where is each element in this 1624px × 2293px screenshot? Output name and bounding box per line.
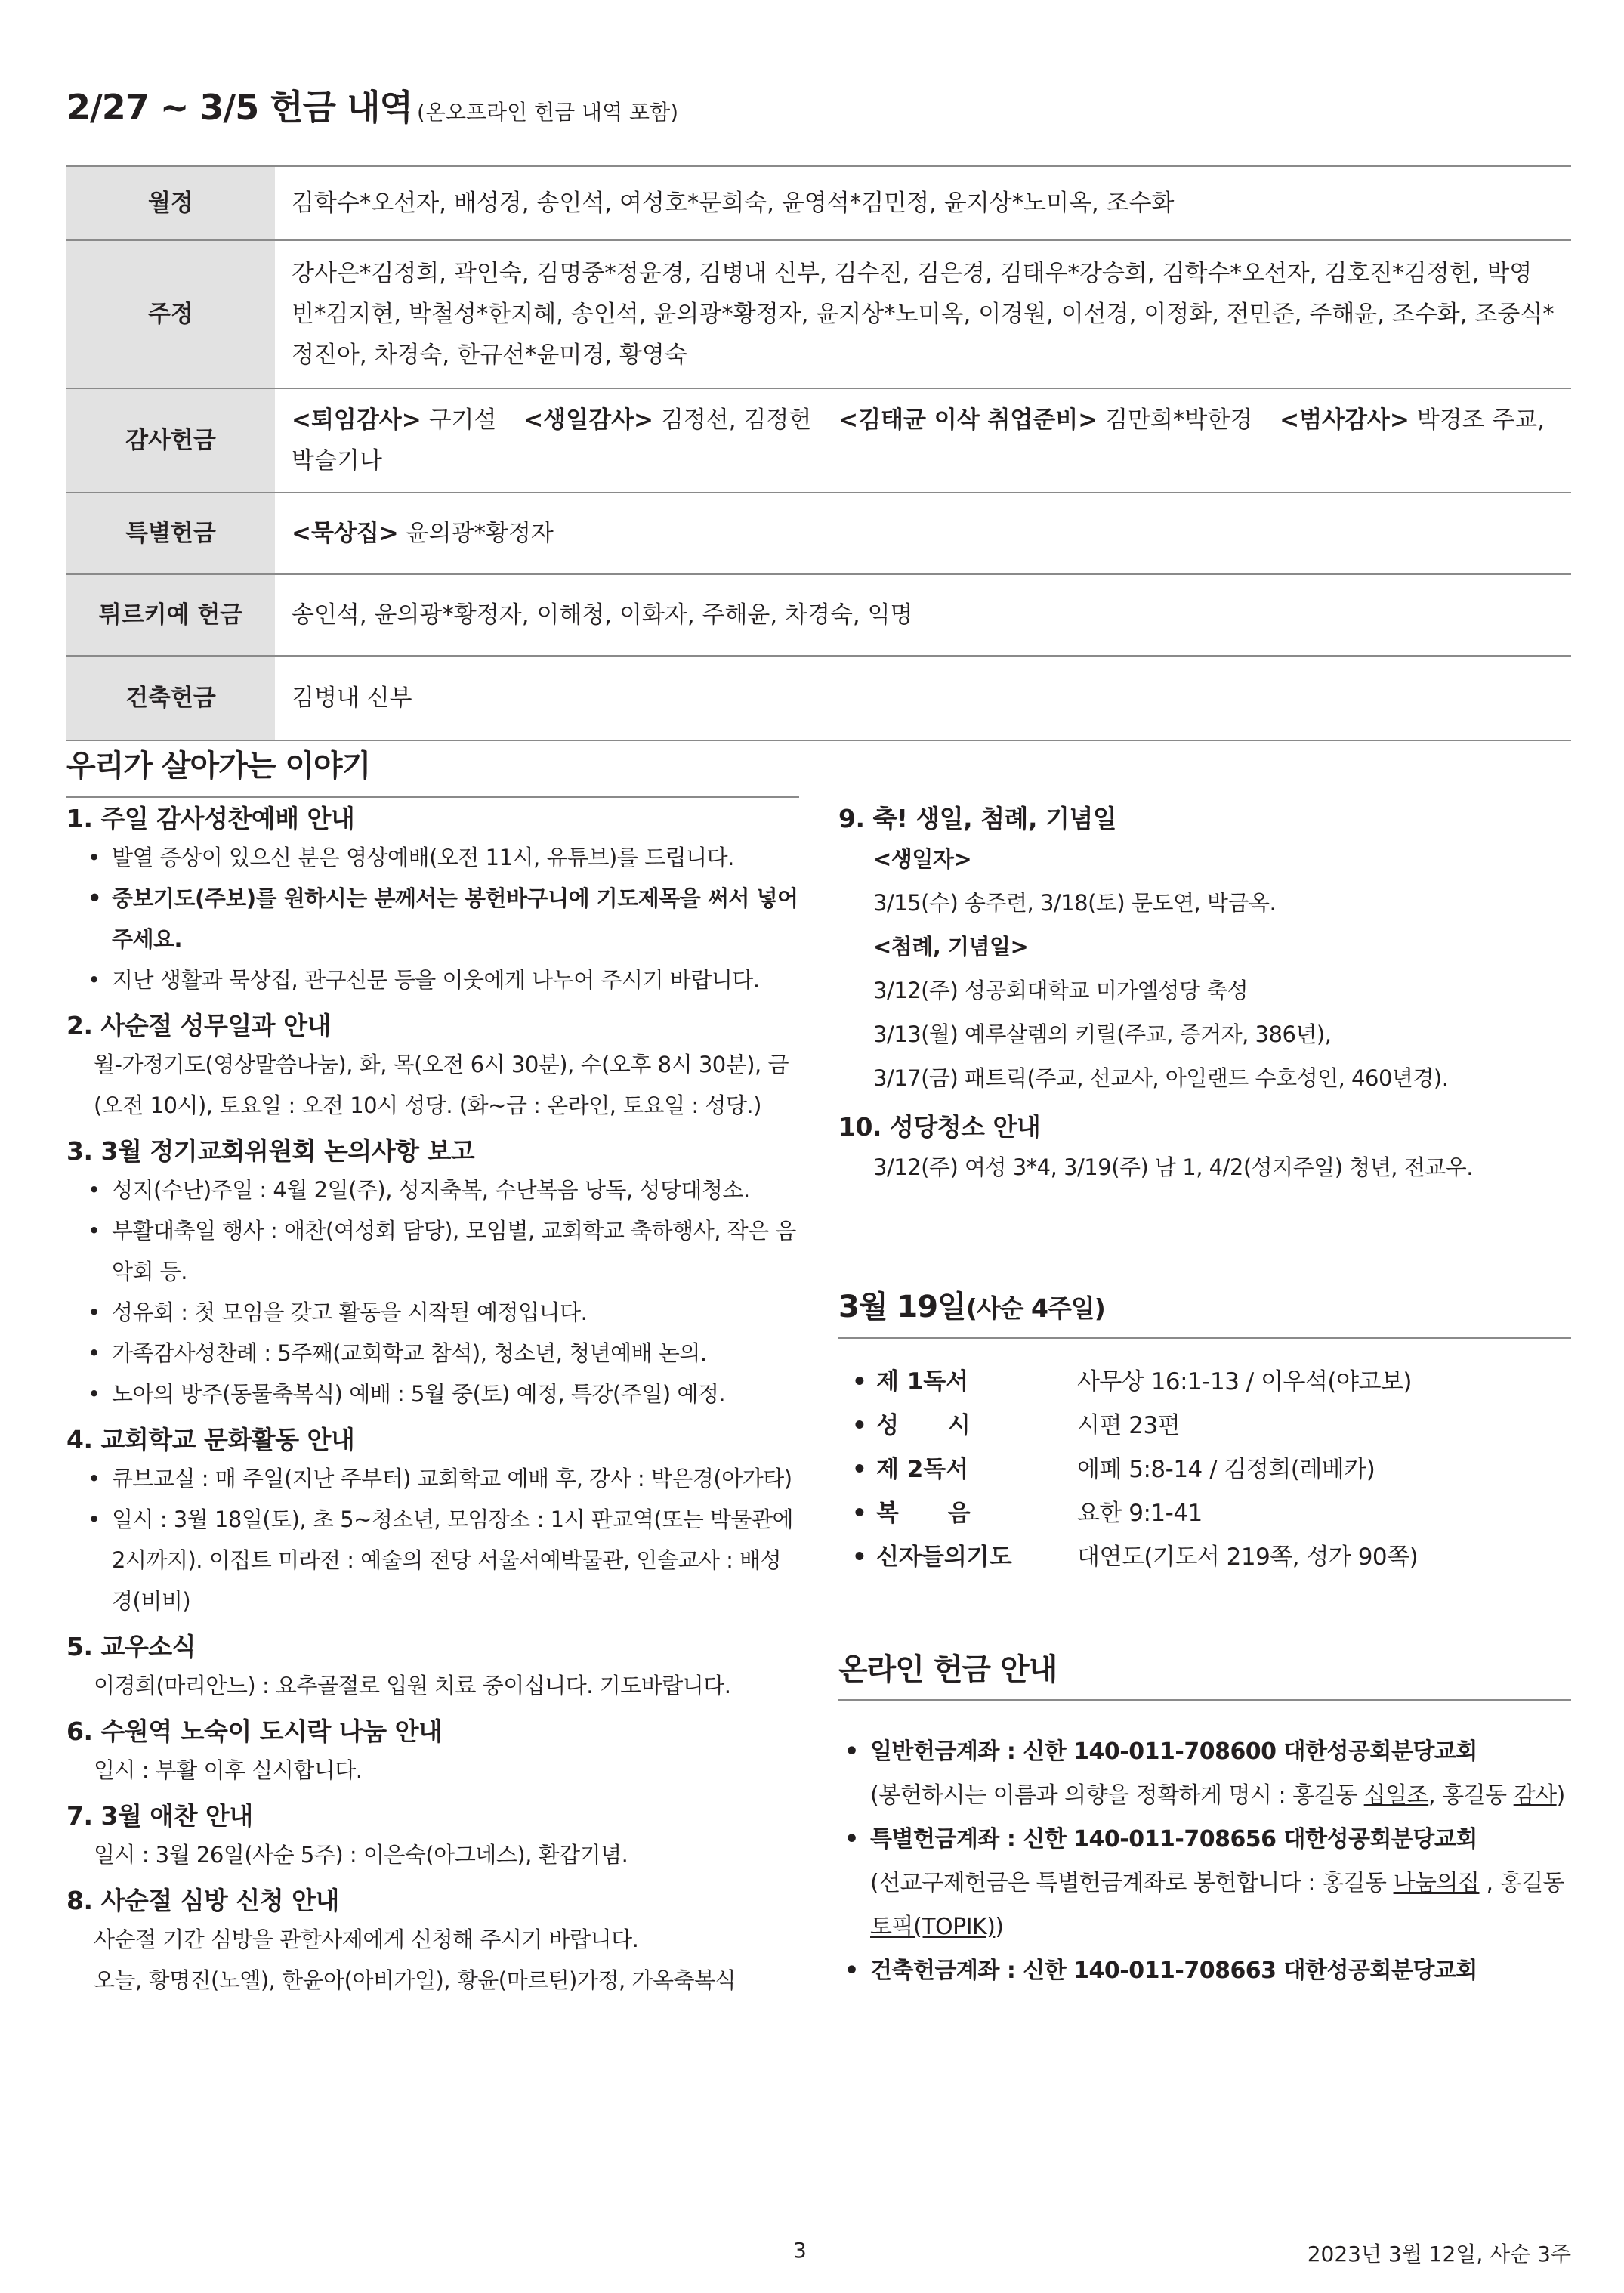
note-text: , 홍길동 xyxy=(1479,1870,1565,1896)
story-title: 4. 교회학교 문화활동 안내 xyxy=(66,1425,355,1454)
note-text: , 홍길동 xyxy=(1428,1782,1514,1809)
reading-text: 사무상 16:1-13 / 이우석(야고보) xyxy=(1077,1368,1412,1395)
note-text: (봉헌하시는 이름과 의향을 정확하게 명시 : 홍길동 xyxy=(870,1782,1364,1809)
note-text: (선교구제헌금은 특별헌금계좌로 봉헌합니다 : 홍길동 xyxy=(870,1870,1394,1896)
account-special xyxy=(838,1818,1571,1862)
offering-label: 건축헌금 xyxy=(66,656,275,740)
offering-tag: <범사감사> xyxy=(1280,406,1409,434)
reading-label: 신자들의기도 xyxy=(876,1544,1012,1571)
story-title: 6. 수원역 노숙이 도시락 나눔 안내 xyxy=(66,1717,443,1746)
story-subtitle: <생일자> xyxy=(873,846,972,872)
next-sunday-date: 3월 19일 xyxy=(838,1290,966,1324)
stories-heading: 우리가 살아가는 이야기 xyxy=(66,742,799,798)
reading-text: 에페 5:8-14 / 김정희(레베카) xyxy=(1077,1456,1375,1483)
story-title: 1. 주일 감사성찬예배 안내 xyxy=(66,804,355,833)
online-accounts xyxy=(838,1730,1571,1993)
next-sunday-sub: (사순 4주일) xyxy=(965,1293,1105,1323)
footer-date: 2023년 3월 12일, 사순 3주 xyxy=(1307,2242,1571,2267)
offering-tag-names: 김만희*박한경 xyxy=(1105,406,1253,434)
story-title: 10. 성당청소 안내 xyxy=(838,1112,1041,1142)
offering-label: 감사헌금 xyxy=(66,388,275,493)
story-bullet: • 성유회 : 첫 모임을 갖고 활동을 시작될 예정입니다. xyxy=(66,1292,799,1333)
offering-tag: <묵상집> xyxy=(292,519,399,547)
reading-row: • 복 음 요한 9:1-41 xyxy=(838,1491,1571,1535)
story-title: 9. 축! 생일, 첨례, 기념일 xyxy=(838,804,1117,833)
offering-names: 김병내 신부 xyxy=(275,656,1571,740)
offering-names xyxy=(275,388,1571,493)
account-building xyxy=(838,1949,1571,1993)
story-bullet: • 일시 : 3월 18일(토), 초 5~청소년, 모임장소 : 1시 판교역(또는 박물관에 2시까지). 이집트 미라전 : 예술의 전당 서울서예박물관, 인솔교사 : 배성경(비비) xyxy=(66,1499,799,1621)
offering-tag-names: 윤의광*황정자 xyxy=(406,519,554,547)
stories-right-column xyxy=(838,801,1571,1189)
reading-label: 성 시 xyxy=(876,1412,971,1439)
story-subtitle: <첨례, 기념일> xyxy=(873,934,1029,960)
offering-tag: <김태균 이삭 취업준비> xyxy=(838,406,1098,434)
story-text: 3/15(수) 송주련, 3/18(토) 문도연, 박금옥. xyxy=(873,890,1277,916)
reading-row: • 제 2독서 에페 5:8-14 / 김정희(레베카) xyxy=(838,1448,1571,1491)
offering-title-sub: (온오프라인 헌금 내역 포함) xyxy=(416,100,679,125)
bulletin-page xyxy=(66,0,1571,2293)
offering-names: 강사은*김정희, 곽인숙, 김명중*정윤경, 김병내 신부, 김수진, 김은경, 김태우*강승희, 김학수*오선자, 김호진*김정헌, 박영빈*김지현, 박철성*한지혜, 송인석, 윤의광*황정자, 윤지상*노미옥, 이경원, 이선경, 이정화, 전민준, 주해윤, 조수화, 조중식*정진아, 차경숙, 한규선*윤미경, 황영숙 xyxy=(275,240,1571,388)
story-title: 5. 교우소식 xyxy=(66,1632,196,1661)
story-bullet: • 부활대축일 행사 : 애찬(여성회 담당), 모임별, 교회학교 축하행사, 작은 음악회 등. xyxy=(66,1210,799,1292)
offering-row-monthly xyxy=(66,166,1571,240)
story-text: 3/13(월) 예루살렘의 키릴(주교, 증거자, 386년), xyxy=(873,1021,1332,1047)
online-offering-heading: 온라인 헌금 안내 xyxy=(838,1646,1571,1701)
note-text: ) xyxy=(1556,1782,1565,1809)
offering-label: 주정 xyxy=(66,240,275,388)
offering-tag-names: 김정선, 김정헌 xyxy=(660,406,812,434)
reading-label: 제 2독서 xyxy=(876,1456,969,1483)
note-underlined: 나눔의집 xyxy=(1393,1870,1480,1896)
offering-tag: <생일감사> xyxy=(523,406,654,434)
story-text: 3/12(주) 성공회대학교 미가엘성당 축성 xyxy=(873,978,1249,1003)
story-text: 월-가정기도(영상말씀나눔), 화, 목(오전 6시 30분), 수(오후 8시 30분), 금(오전 10시), 토요일 : 오전 10시 성당. (화~금 : 온라인, 토요일 : 성당.) xyxy=(94,1052,789,1118)
offering-row-special xyxy=(66,493,1571,574)
page-number: 3 xyxy=(793,2238,807,2263)
offering-title-main: 2/27 ~ 3/5 헌금 내역 xyxy=(66,87,412,128)
account-general-head: 일반헌금계좌 : 신한 140-011-708600 대한성공회분당교회 xyxy=(870,1738,1477,1765)
reading-text: 요한 9:1-41 xyxy=(1077,1500,1203,1527)
story-bullet: • 지난 생활과 묵상집, 관구신문 등을 이웃에게 나누어 주시기 바랍니다. xyxy=(66,960,799,1000)
story-text: 일시 : 3월 26일(사순 5주) : 이은숙(아그네스), 환갑기념. xyxy=(94,1842,628,1868)
offering-title xyxy=(66,80,678,130)
story-bullet: • 큐브교실 : 매 주일(지난 주부터) 교회학교 예배 후, 강사 : 박은경(아가타) xyxy=(66,1458,799,1499)
reading-row: • 신자들의기도 대연도(기도서 219쪽, 성가 90쪽) xyxy=(838,1535,1571,1579)
reading-label: 복 음 xyxy=(876,1500,971,1527)
offering-row-weekly xyxy=(66,240,1571,388)
stories-left-column xyxy=(66,801,799,2001)
offering-names: 송인석, 윤의광*황정자, 이해청, 이화자, 주해윤, 차경숙, 익명 xyxy=(275,574,1571,656)
reading-text: 시편 23편 xyxy=(1077,1412,1181,1439)
note-underlined: 십일조 xyxy=(1363,1782,1429,1809)
offering-label: 월정 xyxy=(66,166,275,240)
story-bullet: • 발열 증상이 있으신 분은 영상예배(오전 11시, 유튜브)를 드립니다. xyxy=(66,837,799,878)
story-text: 일시 : 부활 이후 실시합니다. xyxy=(94,1757,363,1783)
reading-label: 제 1독서 xyxy=(876,1368,969,1395)
story-title: 8. 사순절 심방 신청 안내 xyxy=(66,1886,339,1915)
readings-list xyxy=(838,1360,1571,1579)
reading-row: • 제 1독서 사무상 16:1-13 / 이우석(야고보) xyxy=(838,1360,1571,1404)
story-title: 3. 3월 정기교회위원회 논의사항 보고 xyxy=(66,1136,475,1166)
story-text: 사순절 기간 심방을 관할사제에게 신청해 주시기 바랍니다. xyxy=(94,1927,639,1952)
note-underlined: 토픽(TOPIK) xyxy=(870,1914,996,1940)
offering-tag-names: 구기설 xyxy=(428,406,497,434)
offering-names: 김학수*오선자, 배성경, 송인석, 여성호*문희숙, 윤영석*김민정, 윤지상*노미옥, 조수화 xyxy=(275,166,1571,240)
offering-row-building xyxy=(66,656,1571,740)
story-bullet: • 성지(수난)주일 : 4월 2일(주), 성지축복, 수난복음 낭독, 성당대청소. xyxy=(66,1170,799,1210)
note-text: ) xyxy=(995,1914,1004,1940)
account-special-head: 특별헌금계좌 : 신한 140-011-708656 대한성공회분당교회 xyxy=(870,1826,1477,1853)
story-title: 7. 3월 애찬 안내 xyxy=(66,1801,253,1831)
offering-row-turkiye xyxy=(66,574,1571,656)
account-general xyxy=(838,1730,1571,1774)
story-text: 오늘, 황명진(노엘), 한윤아(아비가일), 황윤(마르틴)가정, 가옥축복식 xyxy=(94,1967,736,1993)
offering-table xyxy=(66,165,1571,741)
story-text: 3/17(금) 패트릭(주교, 선교사, 아일랜드 수호성인, 460년경). xyxy=(873,1065,1449,1091)
offering-label: 특별헌금 xyxy=(66,493,275,574)
note-underlined: 감사 xyxy=(1513,1782,1557,1809)
story-bullet: • 노아의 방주(동물축복식) 예배 : 5월 중(토) 예정, 특강(주일) 예정. xyxy=(66,1374,799,1414)
next-sunday-heading xyxy=(838,1283,1571,1339)
account-special-note xyxy=(838,1862,1571,1949)
offering-tag: <퇴임감사> xyxy=(292,406,421,434)
offering-names xyxy=(275,493,1571,574)
account-building-head: 건축헌금계좌 : 신한 140-011-708663 대한성공회분당교회 xyxy=(870,1958,1477,1984)
story-bullet: • 가족감사성찬례 : 5주째(교회학교 참석), 청소년, 청년예배 논의. xyxy=(66,1333,799,1374)
story-text: 3/12(주) 여성 3*4, 3/19(주) 남 1, 4/2(성지주일) 청년, 전교우. xyxy=(873,1154,1473,1180)
offering-label: 튀르키예 헌금 xyxy=(66,574,275,656)
reading-row: • 성 시 시편 23편 xyxy=(838,1404,1571,1448)
reading-text: 대연도(기도서 219쪽, 성가 90쪽) xyxy=(1077,1544,1419,1571)
story-bullet: • 중보기도(주보)를 원하시는 분께서는 봉헌바구니에 기도제목을 써서 넣어주세요. xyxy=(66,878,799,960)
story-title: 2. 사순절 성무일과 안내 xyxy=(66,1011,331,1040)
story-text: 이경희(마리안느) : 요추골절로 입원 치료 중이십니다. 기도바랍니다. xyxy=(94,1673,731,1698)
account-general-note xyxy=(838,1774,1571,1818)
offering-tag-names: 박경조 주교, 박슬기나 xyxy=(292,406,1545,474)
offering-row-thanks xyxy=(66,388,1571,493)
